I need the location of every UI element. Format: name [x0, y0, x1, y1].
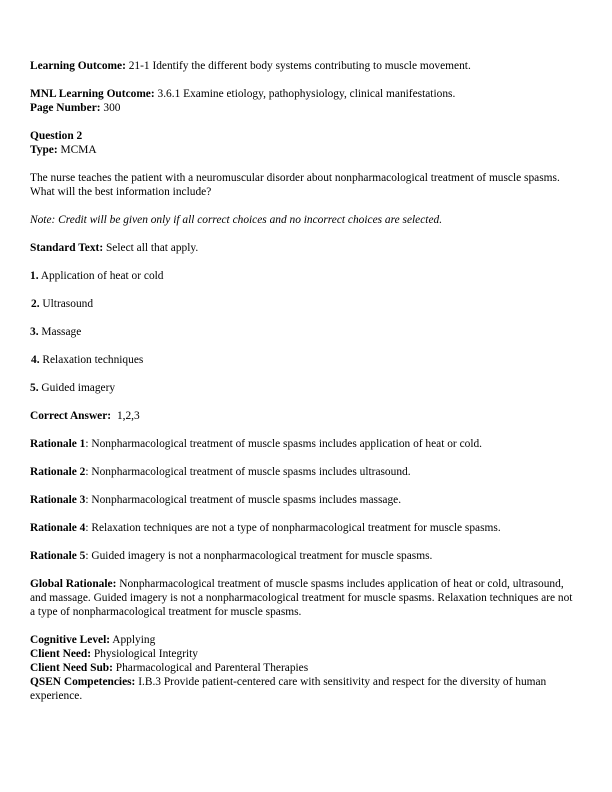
page-number-label: Page Number: — [30, 102, 101, 114]
rationale-label: Rationale 5 — [30, 550, 86, 562]
global-rationale-text: Nonpharmacological treatment of muscle spasms includes application of heat or cold, ultrasound, and massage. Guided imagery is not a nonpharmacological treatment for muscle spasms. Relaxation techniques are not a type of nonpharmacological treatment for muscle spasms. — [30, 578, 573, 618]
option-number: 1. — [30, 270, 39, 282]
credit-note: Note: Credit will be given only if all correct choices and no incorrect choices are selected. — [30, 214, 443, 226]
rationale — [30, 549, 582, 563]
rationale-text: : Nonpharmacological treatment of muscle spasms includes massage. — [85, 494, 402, 506]
learning-outcome-text: 21-1 Identify the different body systems contributing to muscle movement. — [128, 60, 471, 72]
document-page — [30, 59, 582, 703]
question-type — [30, 143, 582, 157]
standard-text-label: Standard Text: — [30, 242, 104, 254]
cognitive-level-value: Applying — [112, 634, 156, 646]
rationale-label: Rationale 4 — [30, 522, 86, 534]
rationale-label: Rationale 3 — [30, 494, 86, 506]
answer-option — [30, 381, 582, 395]
qsen-label: QSEN Competencies: — [30, 676, 136, 688]
learning-outcome-label: Learning Outcome: — [30, 60, 126, 72]
client-need-label: Client Need: — [30, 648, 92, 660]
option-number: 3. — [30, 326, 39, 338]
answer-option — [30, 297, 582, 311]
client-need-sub-label: Client Need Sub: — [30, 662, 113, 674]
mnl-learning-outcome-text: 3.6.1 Examine etiology, pathophysiology, clinical manifestations. — [157, 88, 456, 100]
rationale — [30, 521, 582, 535]
rationale-text: : Relaxation techniques are not a type of nonpharmacological treatment for muscle spasms. — [85, 522, 501, 534]
correct-answer-label: Correct Answer: — [30, 410, 112, 422]
correct-answer-value: 1,2,3 — [116, 410, 140, 422]
correct-answer — [30, 409, 582, 423]
rationale — [30, 437, 582, 451]
global-rationale — [30, 577, 576, 619]
option-text: Ultrasound — [42, 298, 94, 310]
rationale-text: : Guided imagery is not a nonpharmacological treatment for muscle spasms. — [85, 550, 433, 562]
rationale — [30, 465, 582, 479]
rationale — [30, 493, 582, 507]
client-need-sub-value: Pharmacological and Parenteral Therapies — [115, 662, 309, 674]
standard-text-value: Select all that apply. — [105, 242, 199, 254]
mnl-learning-outcome — [30, 87, 582, 101]
question-type-value: MCMA — [60, 144, 97, 156]
option-number: 2. — [31, 298, 40, 310]
learning-outcome — [30, 59, 582, 73]
client-need-sub — [30, 661, 582, 675]
option-number: 5. — [30, 382, 39, 394]
page-number-value: 300 — [103, 102, 121, 114]
option-text: Massage — [41, 326, 82, 338]
question-title: Question 2 — [30, 130, 83, 142]
mnl-learning-outcome-label: MNL Learning Outcome: — [30, 88, 155, 100]
option-text: Application of heat or cold — [40, 270, 164, 282]
rationale-label: Rationale 1 — [30, 438, 86, 450]
cognitive-level — [30, 633, 582, 647]
global-rationale-label: Global Rationale: — [30, 578, 117, 590]
page-number — [30, 101, 582, 115]
client-need — [30, 647, 582, 661]
qsen-competencies — [30, 675, 578, 703]
answer-option — [30, 269, 582, 283]
standard-text — [30, 241, 582, 255]
question-type-label: Type: — [30, 144, 58, 156]
answer-option — [30, 325, 582, 339]
answer-option — [30, 353, 582, 367]
qsen-value: I.B.3 Provide patient-centered care with sensitivity and respect for the diversity of human experience. — [30, 676, 547, 702]
question-stem: The nurse teaches the patient with a neuromuscular disorder about nonpharmacological treatment of muscle spasms. What will the best information include? — [30, 172, 560, 198]
cognitive-level-label: Cognitive Level: — [30, 634, 111, 646]
option-text: Guided imagery — [41, 382, 116, 394]
option-number: 4. — [31, 354, 40, 366]
option-text: Relaxation techniques — [42, 354, 144, 366]
rationale-label: Rationale 2 — [30, 466, 86, 478]
client-need-value: Physiological Integrity — [93, 648, 199, 660]
rationale-text: : Nonpharmacological treatment of muscle spasms includes application of heat or cold. — [85, 438, 483, 450]
rationale-text: : Nonpharmacological treatment of muscle spasms includes ultrasound. — [85, 466, 411, 478]
